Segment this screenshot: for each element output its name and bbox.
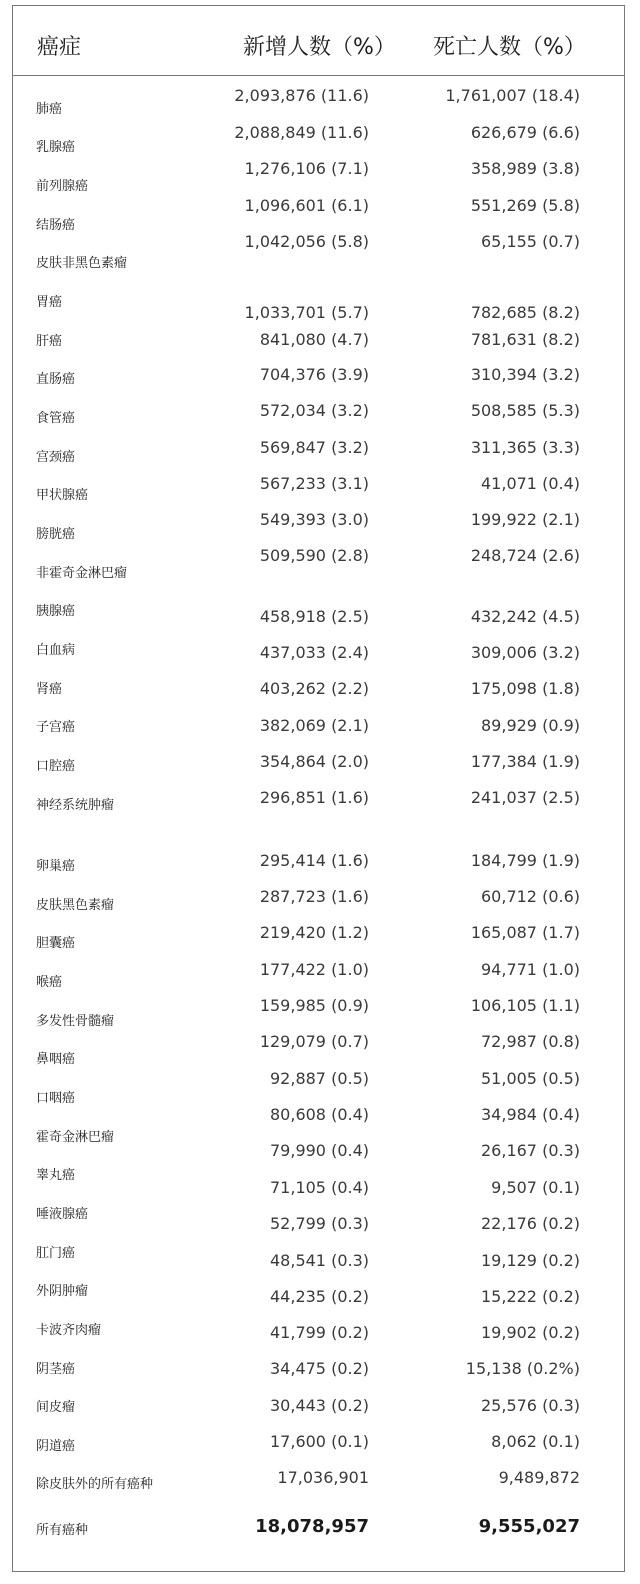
row-new-cases: 437,033 (2.4): [259, 643, 369, 662]
row-new-cases: 18,078,957: [255, 1516, 369, 1537]
row-new-cases: 2,088,849 (11.6): [234, 123, 369, 142]
row-new-cases: 2,093,876 (11.6): [234, 86, 369, 105]
row-new-cases: 17,600 (0.1): [270, 1432, 369, 1451]
row-new-cases: 219,420 (1.2): [259, 923, 369, 942]
row-cancer-name: 多发性骨髓瘤: [36, 1014, 115, 1029]
row-cancer-name: 胆囊癌: [36, 936, 76, 951]
row-cancer-name: 白血病: [36, 643, 76, 658]
row-new-cases: 1,033,701 (5.7): [244, 303, 369, 322]
row-cancer-name: 外阴肿瘤: [36, 1284, 89, 1299]
row-cancer-name: 卡波齐肉瘤: [36, 1323, 102, 1338]
row-cancer-name: 乳腺癌: [36, 140, 76, 155]
row-cancer-name: 食管癌: [36, 411, 76, 426]
row-cancer-name: 宫颈癌: [36, 450, 76, 465]
row-deaths: 782,685 (8.2): [470, 303, 580, 322]
row-deaths: 781,631 (8.2): [470, 330, 580, 349]
row-cancer-name: 卵巢癌: [36, 859, 76, 874]
row-deaths: 175,098 (1.8): [470, 679, 580, 698]
row-new-cases: 569,847 (3.2): [259, 438, 369, 457]
row-deaths: 41,071 (0.4): [481, 474, 580, 493]
row-new-cases: 159,985 (0.9): [259, 996, 369, 1015]
row-deaths: 26,167 (0.3): [481, 1141, 580, 1160]
row-new-cases: 1,096,601 (6.1): [244, 196, 369, 215]
row-new-cases: 30,443 (0.2): [270, 1396, 369, 1415]
cancer-statistics-table: [12, 5, 625, 1572]
row-deaths: 508,585 (5.3): [470, 401, 580, 420]
row-deaths: 1,761,007 (18.4): [445, 86, 580, 105]
row-deaths: 184,799 (1.9): [470, 851, 580, 870]
row-deaths: 25,576 (0.3): [481, 1396, 580, 1415]
header-deaths: 死亡人数（%）: [433, 35, 586, 60]
row-deaths: 60,712 (0.6): [481, 887, 580, 906]
row-deaths: 72,987 (0.8): [481, 1032, 580, 1051]
row-cancer-name: 肛门癌: [36, 1246, 76, 1261]
row-deaths: 19,902 (0.2): [481, 1323, 580, 1342]
row-deaths: 432,242 (4.5): [470, 607, 580, 626]
row-deaths: 241,037 (2.5): [470, 788, 580, 807]
row-deaths: 248,724 (2.6): [470, 546, 580, 565]
row-cancer-name: 肾癌: [36, 682, 63, 697]
row-new-cases: 79,990 (0.4): [270, 1141, 369, 1160]
row-cancer-name: 子宫癌: [36, 720, 76, 735]
row-deaths: 8,062 (0.1): [491, 1432, 580, 1451]
row-cancer-name: 肺癌: [36, 102, 63, 117]
row-deaths: 311,365 (3.3): [470, 438, 580, 457]
row-deaths: 106,105 (1.1): [470, 996, 580, 1015]
row-new-cases: 296,851 (1.6): [259, 788, 369, 807]
row-cancer-name: 睾丸癌: [36, 1168, 76, 1183]
header-new-cases: 新增人数（%）: [243, 35, 396, 60]
row-new-cases: 382,069 (2.1): [259, 716, 369, 735]
row-cancer-name: 除皮肤外的所有癌种: [36, 1477, 154, 1492]
row-cancer-name: 胃癌: [36, 295, 63, 310]
row-new-cases: 17,036,901: [277, 1468, 369, 1487]
row-new-cases: 52,799 (0.3): [270, 1214, 369, 1233]
row-deaths: 9,555,027: [478, 1516, 580, 1537]
row-cancer-name: 直肠癌: [36, 372, 76, 387]
row-cancer-name: 阴道癌: [36, 1439, 76, 1454]
row-new-cases: 549,393 (3.0): [259, 510, 369, 529]
row-deaths: 199,922 (2.1): [470, 510, 580, 529]
row-new-cases: 44,235 (0.2): [270, 1287, 369, 1306]
row-cancer-name: 胰腺癌: [36, 604, 76, 619]
row-deaths: 165,087 (1.7): [470, 923, 580, 942]
row-new-cases: 509,590 (2.8): [259, 546, 369, 565]
row-new-cases: 34,475 (0.2): [270, 1359, 369, 1378]
row-cancer-name: 间皮瘤: [36, 1400, 76, 1415]
row-cancer-name: 皮肤黑色素瘤: [36, 898, 115, 913]
row-cancer-name: 唾液腺癌: [36, 1207, 89, 1222]
row-deaths: 310,394 (3.2): [470, 365, 580, 384]
row-deaths: 65,155 (0.7): [481, 232, 580, 251]
row-cancer-name: 非霍奇金淋巴瘤: [36, 566, 128, 581]
row-new-cases: 354,864 (2.0): [259, 752, 369, 771]
row-cancer-name: 喉癌: [36, 975, 63, 990]
row-new-cases: 287,723 (1.6): [259, 887, 369, 906]
row-new-cases: 71,105 (0.4): [270, 1178, 369, 1197]
row-cancer-name: 神经系统肿瘤: [36, 798, 115, 813]
row-cancer-name: 鼻咽癌: [36, 1052, 76, 1067]
row-deaths: 9,507 (0.1): [491, 1178, 580, 1197]
row-new-cases: 704,376 (3.9): [259, 365, 369, 384]
row-new-cases: 80,608 (0.4): [270, 1105, 369, 1124]
row-deaths: 309,006 (3.2): [470, 643, 580, 662]
row-new-cases: 48,541 (0.3): [270, 1251, 369, 1270]
row-deaths: 19,129 (0.2): [481, 1251, 580, 1270]
row-cancer-name: 甲状腺癌: [36, 488, 89, 503]
row-new-cases: 1,042,056 (5.8): [244, 232, 369, 251]
row-cancer-name: 前列腺癌: [36, 179, 89, 194]
row-deaths: 34,984 (0.4): [481, 1105, 580, 1124]
row-cancer-name: 所有癌种: [36, 1523, 89, 1538]
row-cancer-name: 皮肤非黑色素瘤: [36, 256, 128, 271]
row-deaths: 94,771 (1.0): [481, 960, 580, 979]
row-deaths: 358,989 (3.8): [470, 159, 580, 178]
row-cancer-name: 肝癌: [36, 334, 63, 349]
row-new-cases: 841,080 (4.7): [259, 330, 369, 349]
row-deaths: 551,269 (5.8): [470, 196, 580, 215]
row-cancer-name: 霍奇金淋巴瘤: [36, 1130, 115, 1145]
row-new-cases: 92,887 (0.5): [270, 1069, 369, 1088]
row-deaths: 89,929 (0.9): [481, 716, 580, 735]
header-cancer: 癌症: [37, 35, 82, 60]
row-deaths: 15,222 (0.2): [481, 1287, 580, 1306]
row-new-cases: 458,918 (2.5): [259, 607, 369, 626]
row-cancer-name: 结肠癌: [36, 218, 76, 233]
row-cancer-name: 膀胱癌: [36, 527, 76, 542]
row-new-cases: 1,276,106 (7.1): [244, 159, 369, 178]
row-deaths: 626,679 (6.6): [470, 123, 580, 142]
row-deaths: 9,489,872: [498, 1468, 580, 1487]
row-deaths: 22,176 (0.2): [481, 1214, 580, 1233]
row-new-cases: 129,079 (0.7): [259, 1032, 369, 1051]
row-deaths: 15,138 (0.2%): [465, 1359, 580, 1378]
row-cancer-name: 阴茎癌: [36, 1362, 76, 1377]
row-new-cases: 41,799 (0.2): [270, 1323, 369, 1342]
row-new-cases: 295,414 (1.6): [259, 851, 369, 870]
row-new-cases: 403,262 (2.2): [259, 679, 369, 698]
row-cancer-name: 口腔癌: [36, 759, 76, 774]
row-new-cases: 567,233 (3.1): [259, 474, 369, 493]
row-deaths: 51,005 (0.5): [481, 1069, 580, 1088]
row-new-cases: 572,034 (3.2): [259, 401, 369, 420]
row-deaths: 177,384 (1.9): [470, 752, 580, 771]
row-cancer-name: 口咽癌: [36, 1091, 76, 1106]
table-header: [13, 6, 624, 76]
row-new-cases: 177,422 (1.0): [259, 960, 369, 979]
